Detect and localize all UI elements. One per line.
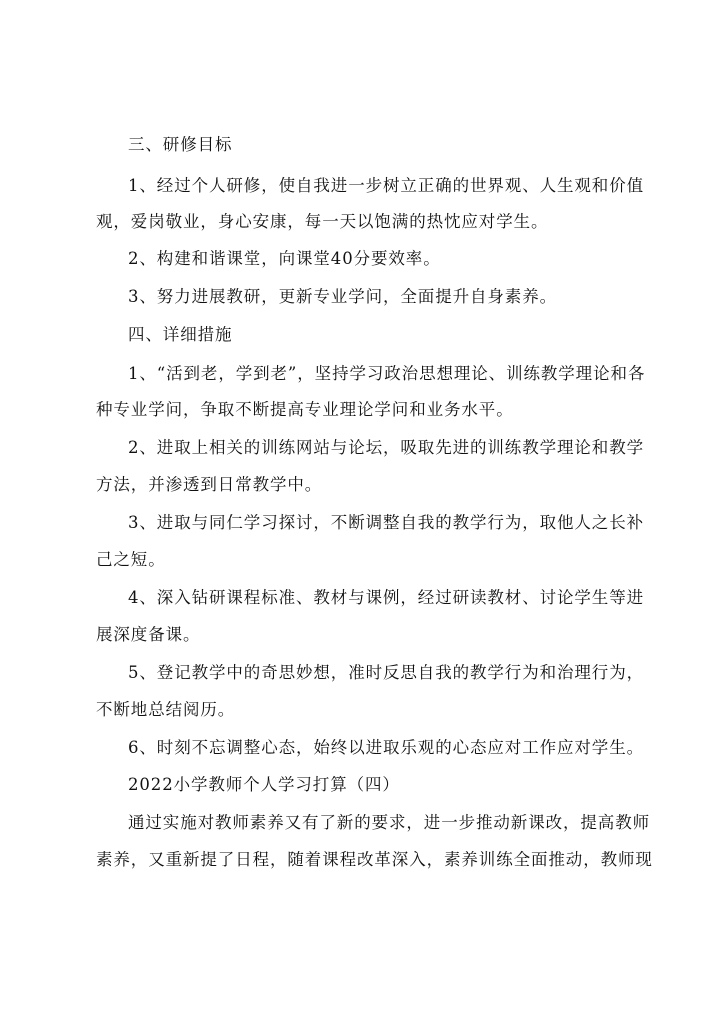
- section-title-plan-four: 2022小学教师个人学习打算（四）: [128, 775, 400, 794]
- paragraph-line: 观，爱岗敬业，身心安康，每一天以饱满的热忱应对学生。: [96, 212, 549, 231]
- paragraph-line: 通过实施对教师素养又有了新的要求，进一步推动新课改，提高教师: [128, 813, 650, 832]
- paragraph-line: 4、深入钻研课程标准、教材与课例，经过研读教材、讨论学生等进: [128, 588, 644, 607]
- paragraph-line: 1、“活到老，学到老”，坚持学习政治思想理论、训练教学理论和各: [128, 364, 646, 383]
- paragraph-line: 种专业学问，争取不断提高专业理论学问和业务水平。: [96, 400, 514, 419]
- paragraph-line: 素养，又重新提了日程，随着课程改革深入，素养训练全面推动，教师现: [96, 850, 653, 869]
- paragraph-line: 方法，并渗透到日常教学中。: [96, 475, 323, 494]
- paragraph-line: 展深度备课。: [96, 625, 201, 644]
- paragraph-line: 1、经过个人研修，使自我进一步树立正确的世界观、人生观和价值: [128, 176, 644, 195]
- paragraph-line: 3、进取与同仁学习探讨，不断调整自我的教学行为，取他人之长补: [128, 513, 644, 532]
- heading-research-goals: 三、研修目标: [128, 135, 233, 154]
- paragraph-line: 己之短。: [96, 550, 166, 569]
- paragraph-line: 2、进取上相关的训练网站与论坛，吸取先进的训练教学理论和教学: [128, 438, 644, 457]
- paragraph-line: 6、时刻不忘调整心态，始终以进取乐观的心态应对工作应对学生。: [128, 738, 644, 757]
- paragraph-line: 不断地总结阅历。: [96, 700, 236, 719]
- paragraph-line: 5、登记教学中的奇思妙想，准时反思自我的教学行为和治理行为，: [128, 663, 644, 682]
- paragraph-line: 3、努力进展教研，更新专业学问，全面提升自身素养。: [128, 287, 557, 306]
- paragraph-line: 2、构建和谐课堂，向课堂40分要效率。: [128, 249, 441, 268]
- heading-detailed-measures: 四、详细措施: [128, 325, 233, 344]
